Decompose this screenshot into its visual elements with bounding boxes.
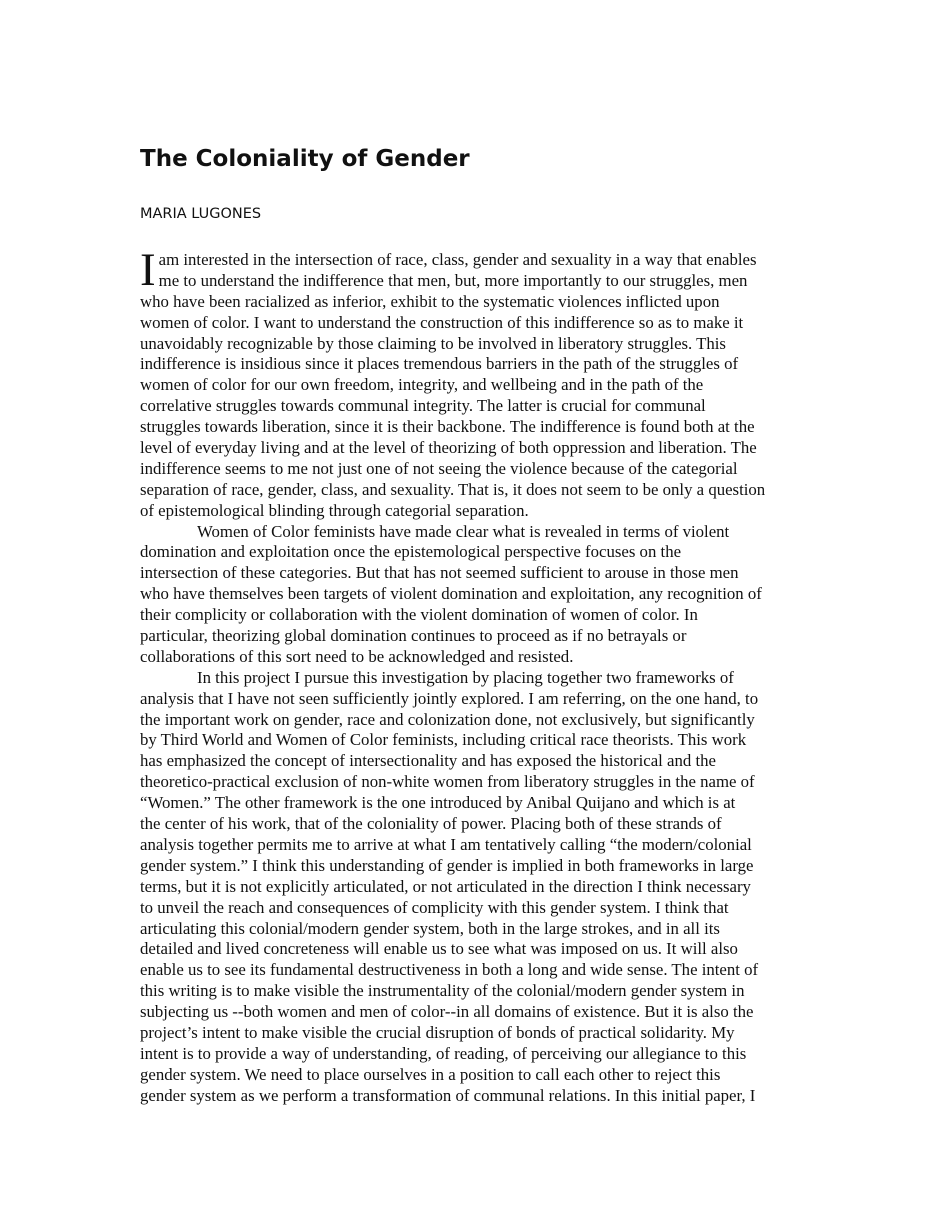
text-line: particular, theorizing global domination continues to proceed as if no betrayals or — [140, 626, 687, 646]
text-line: intersection of these categories. But that has not seemed sufficient to arouse in those men — [140, 563, 739, 583]
text-line: correlative struggles towards communal integrity. The latter is crucial for communal — [140, 396, 706, 416]
text-line: separation of race, gender, class, and sexuality. That is, it does not seem to be only a question — [140, 479, 766, 499]
text-line: the important work on gender, race and colonization done, not exclusively, but significantly — [140, 709, 755, 729]
text-line: women of color. I want to understand the construction of this indifference so as to make it — [140, 312, 744, 332]
text-line: analysis that I have not seen sufficiently jointly explored. I am referring, on the one hand, to — [140, 688, 759, 708]
document-title: The Coloniality of Gender — [140, 146, 470, 172]
text-line: Women of Color feminists have made clear what is revealed in terms of violent — [197, 521, 730, 541]
text-line: theoretico-practical exclusion of non-white women from liberatory struggles in the name of — [140, 772, 755, 792]
text-line: indifference seems to me not just one of not seeing the violence because of the categorial — [140, 458, 738, 478]
text-line: of epistemological blinding through categorial separation. — [140, 500, 529, 520]
text-line: this writing is to make visible the instrumentality of the colonial/modern gender system in — [140, 981, 745, 1001]
text-line: women of color for our own freedom, integrity, and wellbeing and in the path of the — [140, 375, 704, 395]
paragraph — [140, 244, 820, 522]
text-line: project’s intent to make visible the crucial disruption of bonds of practical solidarity. My — [140, 1022, 735, 1042]
text-line: has emphasized the concept of intersectionality and has exposed the historical and the — [140, 751, 716, 771]
text-line: who have themselves been targets of violent domination and exploitation, any recognition of — [140, 584, 762, 604]
text-line: enable us to see its fundamental destructiveness in both a long and wide sense. The intent of — [140, 960, 759, 980]
text-line: collaborations of this sort need to be acknowledged and resisted. — [140, 646, 574, 666]
text-line: In this project I pursue this investigation by placing together two frameworks of — [197, 667, 734, 687]
text-line: the center of his work, that of the coloniality of power. Placing both of these strands of — [140, 814, 722, 834]
drop-cap: I — [140, 244, 156, 296]
text-line: terms, but it is not explicitly articulated, or not articulated in the direction I think necessary — [140, 876, 751, 896]
text-line: gender system. We need to place ourselves in a position to call each other to reject this — [140, 1064, 721, 1084]
text-line: who have been racialized as inferior, exhibit to the systematic violences inflicted upon — [140, 291, 720, 311]
author-name: MARIA LUGONES — [140, 206, 262, 222]
text-line: struggles towards liberation, since it is their backbone. The indifference is found both at the — [140, 417, 755, 437]
text-line: unavoidably recognizable by those claiming to be involved in liberatory struggles. This — [140, 333, 726, 353]
text-line: “Women.” The other framework is the one introduced by Anibal Quijano and which is at — [140, 793, 736, 813]
text-line: level of everyday living and at the level of theorizing of both oppression and liberation. The — [140, 438, 757, 458]
text-line: indifference is insidious since it places tremendous barriers in the path of the struggles of — [140, 354, 739, 374]
text-line: by Third World and Women of Color feminists, including critical race theorists. This work — [140, 730, 747, 750]
text-line: intent is to provide a way of understanding, of reading, of perceiving our allegiance to this — [140, 1043, 747, 1063]
text-line: to unveil the reach and consequences of complicity with this gender system. I think that — [140, 897, 729, 917]
body-text — [140, 244, 820, 1107]
text-line: their complicity or collaboration with the violent domination of women of color. In — [140, 605, 698, 625]
paragraph — [140, 668, 820, 1107]
paragraph — [140, 522, 820, 668]
text-line: detailed and lived concreteness will enable us to see what was imposed on us. It will also — [140, 939, 738, 959]
text-line: articulating this colonial/modern gender system, both in the large strokes, and in all its — [140, 918, 720, 938]
text-line: analysis together permits me to arrive at what I am tentatively calling “the modern/colonial — [140, 834, 752, 854]
text-line: domination and exploitation once the epistemological perspective focuses on the — [140, 542, 682, 562]
text-line: gender system as we perform a transformation of communal relations. In this initial paper, I — [140, 1085, 756, 1105]
text-line: am interested in the intersection of race, class, gender and sexuality in a way that enables — [158, 250, 757, 269]
text-line: gender system.” I think this understanding of gender is implied in both frameworks in large — [140, 855, 754, 875]
text-line: subjecting us --both women and men of color--in all domains of existence. But it is also the — [140, 1002, 754, 1022]
text-line: me to understand the indifference that men, but, more importantly to our struggles, men — [158, 270, 748, 290]
